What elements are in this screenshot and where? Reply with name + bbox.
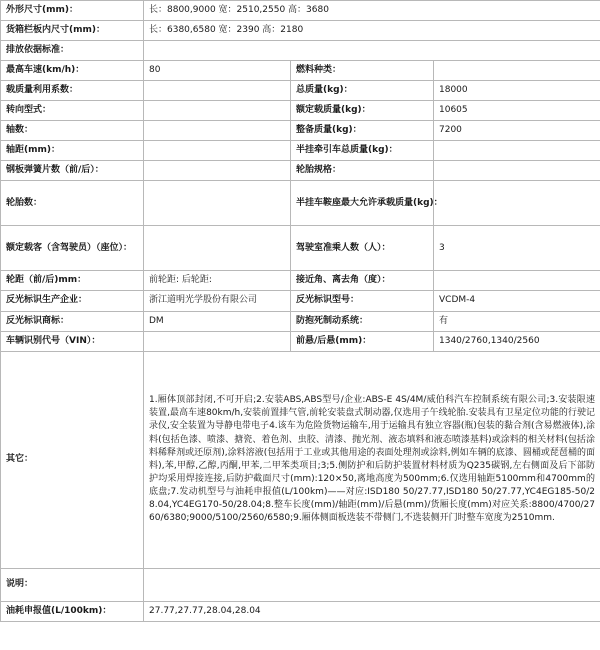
rated-passengers-value — [144, 226, 291, 271]
cargo-label: 货箱栏板内尺寸(mm)： — [1, 21, 144, 41]
abs-label: 防抱死制动系统： — [291, 311, 434, 331]
reflector-brand-label: 反光标识商标： — [1, 311, 144, 331]
semitrailer-mass-value — [434, 141, 600, 161]
track-value: 前轮距: 后轮距: — [144, 271, 291, 291]
rated-passengers-label: 额定载客（含驾驶员）（座位）： — [1, 226, 144, 271]
grossmass-value: 18000 — [434, 81, 600, 101]
curbmass-value: 7200 — [434, 121, 600, 141]
table-row — [1, 331, 600, 351]
table-row — [1, 601, 600, 621]
standard-label: 排放依据标准： — [1, 41, 144, 61]
reflector-mfr-value: 浙江道明光学股份有限公司 — [144, 291, 291, 311]
maxspeed-label: 最高车速(km/h)： — [1, 61, 144, 81]
cargo-value: 长：6380,6580 宽：2390 高：2180 — [144, 21, 600, 41]
table-row — [1, 291, 600, 311]
steering-value — [144, 101, 291, 121]
note-value — [144, 568, 600, 601]
table-row — [1, 81, 600, 101]
tirecount-value — [144, 181, 291, 226]
other-label: 其它： — [1, 351, 144, 568]
wheelbase-label: 轴距(mm)： — [1, 141, 144, 161]
spring-label: 钢板弹簧片数（前/后）： — [1, 161, 144, 181]
dimensions-label: 外形尺寸(mm)： — [1, 1, 144, 21]
fuel-declared-value: 27.77,27.77,28.04,28.04 — [144, 601, 600, 621]
table-row — [1, 161, 600, 181]
ratedload-value: 10605 — [434, 101, 600, 121]
tirespec-label: 轮胎规格： — [291, 161, 434, 181]
tirespec-value — [434, 161, 600, 181]
fuel-type-label: 燃料种类： — [291, 61, 434, 81]
steering-label: 转向型式： — [1, 101, 144, 121]
abs-value: 有 — [434, 311, 600, 331]
table-row — [1, 61, 600, 81]
axles-value — [144, 121, 291, 141]
table-row — [1, 21, 600, 41]
vin-value — [144, 331, 291, 351]
fuel-type-value — [434, 61, 600, 81]
tirecount-label: 轮胎数： — [1, 181, 144, 226]
standard-value — [144, 41, 600, 61]
table-row — [1, 568, 600, 601]
table-row — [1, 181, 600, 226]
table-row — [1, 311, 600, 331]
table-row — [1, 271, 600, 291]
table-row — [1, 121, 600, 141]
table-row — [1, 101, 600, 121]
loadfactor-label: 载质量利用系数： — [1, 81, 144, 101]
ratedload-label: 额定载质量(kg)： — [291, 101, 434, 121]
reflector-model-label: 反光标识型号： — [291, 291, 434, 311]
loadfactor-value — [144, 81, 291, 101]
fuel-declared-label: 油耗申报值(L/100km)： — [1, 601, 144, 621]
note-label: 说明： — [1, 568, 144, 601]
table-row — [1, 226, 600, 271]
table-row — [1, 1, 600, 21]
table-row — [1, 141, 600, 161]
wheelbase-value — [144, 141, 291, 161]
reflector-mfr-label: 反光标识生产企业： — [1, 291, 144, 311]
reflector-model-value: VCDM-4 — [434, 291, 600, 311]
table-row — [1, 41, 600, 61]
overhang-value: 1340/2760,1340/2560 — [434, 331, 600, 351]
angles-value — [434, 271, 600, 291]
cab-persons-value: 3 — [434, 226, 600, 271]
curbmass-label: 整备质量(kg)： — [291, 121, 434, 141]
reflector-brand-value: DM — [144, 311, 291, 331]
other-value: 1.厢体顶部封闭,不可开启;2.安装ABS,ABS型号/企业:ABS-E 4S/4M/威伯科汽车控制系统有限公司;3.安装限速装置,最高车速80km/h,安装前置排气管,前轮安装盘式制动器,仅选用子午线轮胎.安装具有卫星定位功能的行驶记录仪,安全装置为导静电带电子4.该车为危险货物运输车,用于运输具有独立容器(瓶)包装的黏合剂(含易燃液体),涂料(包括色漆、喷漆、搪瓷、着色剂、虫胶、清漆、抛光剂、液态填料和液态喷漆基料)或涂料的相关材料(包括涂料稀释剂或还原剂),涂料溶液(包括用于工业或其他用途的表面处理剂或涂料,例如车辆的底漆、圆桶或琵琶桶的面料),苯,甲醇,乙醇,丙酮,甲苯,二甲苯类项目;3;5.侧防护和后防护装置材料材质为Q235碳钢,左右侧面及后下部防护均采用焊接连接,后防护截面尺寸(mm):120×50,离地高度为500mm;6.仅选用轴距5100mm和4700mm的底盘;7.发动机型号与油耗申报值(L/100km)——对应:ISD180 50/27.77,ISD180 50/27.77,YC4EG185-50/28.04,YC4EG170-50/28.04;8.整车长度(mm)/轴距(mm)/后悬(mm)/货厢长度(mm)对应关系:8800/4700/2760/6380;9000/5100/2560/6580;9.厢体侧面板选装不带侧门,不选装侧开门时整车宽度为2510mm. — [144, 351, 600, 568]
spring-value — [144, 161, 291, 181]
angles-label: 接近角、离去角（度）： — [291, 271, 434, 291]
maxspeed-value: 80 — [144, 61, 291, 81]
table-row-other — [1, 351, 600, 568]
grossmass-label: 总质量(kg)： — [291, 81, 434, 101]
overhang-label: 前悬/后悬(mm)： — [291, 331, 434, 351]
track-label: 轮距（前/后)mm： — [1, 271, 144, 291]
vin-label: 车辆识别代号（VIN）： — [1, 331, 144, 351]
saddle-mass-value — [434, 181, 600, 226]
semitrailer-mass-label: 半挂牵引车总质量(kg)： — [291, 141, 434, 161]
dimensions-value: 长：8800,9000 宽：2510,2550 高：3680 — [144, 1, 600, 21]
axles-label: 轴数： — [1, 121, 144, 141]
cab-persons-label: 驾驶室准乘人数（人）： — [291, 226, 434, 271]
saddle-mass-label: 半挂车鞍座最大允许承载质量(kg)： — [291, 181, 434, 226]
